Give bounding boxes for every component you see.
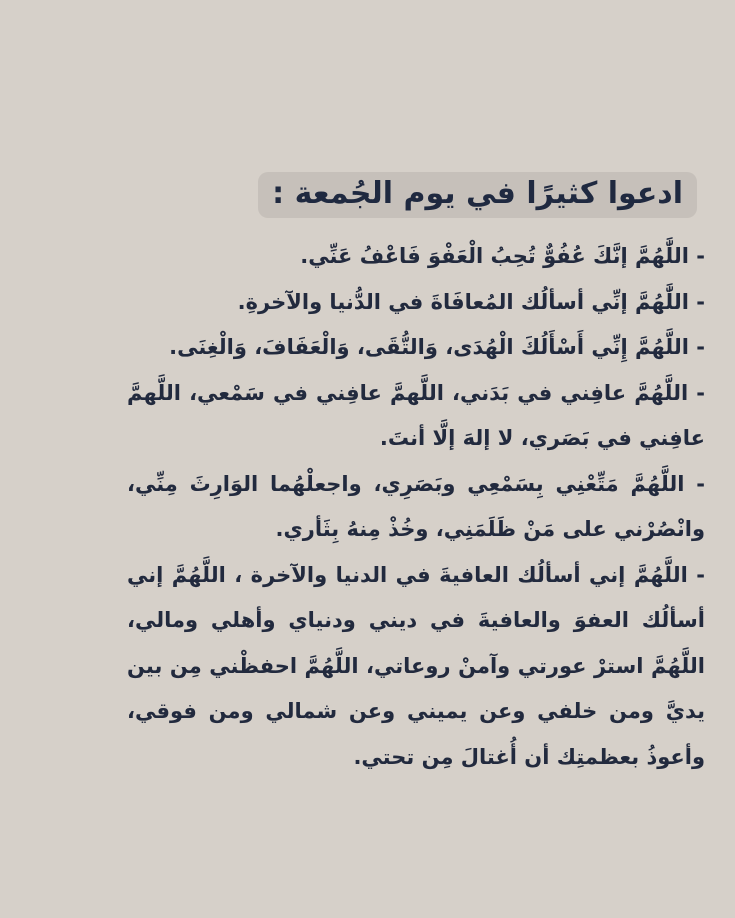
dua-item: - اللَّهُمَّ إني أسألُك العافيةَ في الدنيا والآخرة ، اللَّهُمَّ إني أسألُك العفوَ والعافيةَ في ديني ودنياي وأهلي ومالي، اللَّهُمَّ استرْ عورتي وآمنْ روعاتي، اللَّهُمَّ احفظْني مِن بين يديَّ ومن خلفي وعن يميني وعن شمالي ومن فوقي، وأعوذُ بعظمتِك أن أُغتالَ مِن تحتي. xyxy=(127,562,705,769)
dua-item: - اللَّهُمَّ مَتِّعْنِي بِسَمْعِي وبَصَرِي، واجعلْهُما الوَارِثَ مِنِّي، وانْصُرْني على مَنْ ظَلَمَنِي، وخُذْ مِنهُ بِثَأري. xyxy=(127,471,705,541)
dua-item: - اللَّٰهُمَّ إنَّكَ عُفُوٌّ تُحِبُ الْعَفْوَ فَاعْفُ عَنِّي. xyxy=(300,244,705,268)
dua-list xyxy=(127,234,705,780)
page-title: ادعوا كثيرًا في يوم الجُمعة : xyxy=(258,172,697,218)
dua-item: - اللَّهُمَّ إِنِّي أَسْأَلُكَ الْهُدَى، وَالتُّقَى، وَالْعَفَافَ، وَالْغِنَى. xyxy=(169,335,705,359)
dua-item: - اللَّٰهُمَّ إنِّي أسألُك المُعافَاةَ في الدُّنيا والآخرةِ. xyxy=(237,289,705,314)
title-container xyxy=(258,172,697,218)
dua-item: - اللَّهُمَّ عافِني في بَدَني، اللَّهمَّ عافِني في سَمْعي، اللَّهمَّ عافِني في بَصَري، لا إلهَ إلَّا أنتَ. xyxy=(127,380,705,450)
